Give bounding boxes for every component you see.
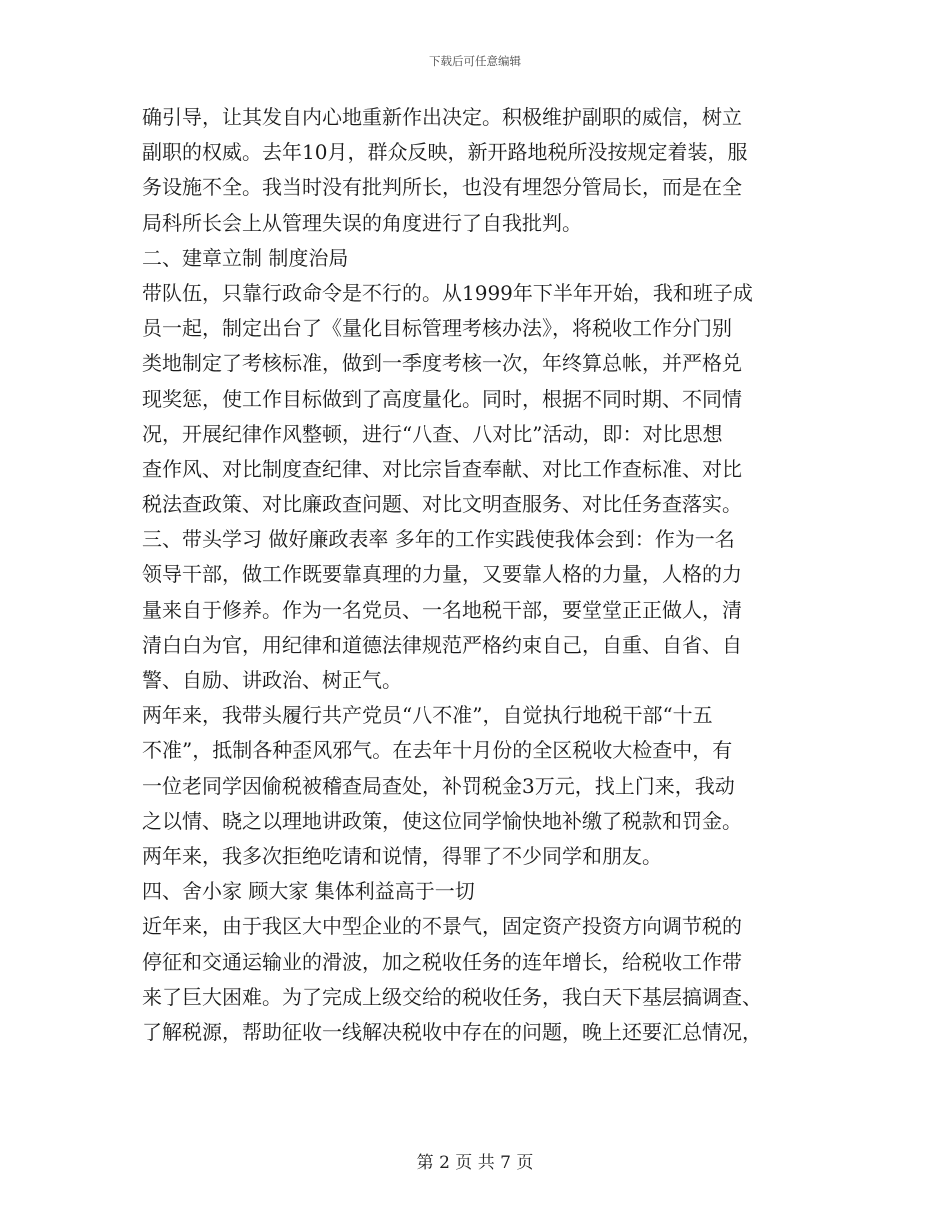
text-line: 查作风、对比制度查纪律、对比宗旨查奉献、对比工作查标准、对比 bbox=[142, 456, 742, 481]
text-line: 局科所长会上从管理失误的角度进行了自我批判。 bbox=[142, 210, 582, 235]
text-line: 领导干部，做工作既要靠真理的力量，又要靠人格的力量，人格的力 bbox=[142, 562, 742, 587]
text-line: 现奖惩，使工作目标做到了高度量化。同时，根据不同时期、不同情 bbox=[142, 386, 742, 411]
text-line: 来了巨大困难。为了完成上级交给的税收任务，我白天下基层搞调查、 bbox=[142, 984, 762, 1009]
text-line: 税法查政策、对比廉政查问题、对比文明查服务、对比任务查落实。 bbox=[142, 492, 742, 517]
text-line: 副职的权威。去年10月，群众反映，新开路地税所没按规定着装，服 bbox=[142, 140, 748, 165]
text-line: 了解税源，帮助征收一线解决税收中存在的问题，晚上还要汇总情况， bbox=[142, 1019, 762, 1044]
text-line: 两年来，我带头履行共产党员“八不准”，自觉执行地税干部“十五 bbox=[142, 703, 713, 728]
text-line: 一位老同学因偷税被稽查局查处，补罚税金3万元，找上门来，我动 bbox=[142, 773, 735, 798]
text-line: 两年来，我多次拒绝吃请和说情，得罪了不少同学和朋友。 bbox=[142, 843, 662, 868]
text-line: 带队伍，只靠行政命令是不行的。从1999年下半年开始，我和班子成 bbox=[142, 280, 753, 305]
text-line: 清白白为官，用纪律和道德法律规范严格约束自己，自重、自省、自 bbox=[142, 632, 742, 657]
section-heading: 二、建章立制 制度治局 bbox=[142, 245, 349, 270]
text-line: 类地制定了考核标准，做到一季度考核一次，年终算总帐，并严格兑 bbox=[142, 351, 742, 376]
page-header: 下载后可任意编辑 bbox=[429, 54, 521, 68]
text-line: 之以情、晓之以理地讲政策，使这位同学愉快地补缴了税款和罚金。 bbox=[142, 808, 742, 833]
document-body bbox=[142, 100, 812, 1050]
text-line: 不准”，抵制各种歪风邪气。在去年十月份的全区税收大检查中，有 bbox=[142, 738, 733, 763]
text-line: 确引导，让其发自内心地重新作出决定。积极维护副职的威信，树立 bbox=[142, 105, 742, 129]
page-footer: 第 2 页 共 7 页 bbox=[416, 1153, 534, 1173]
text-line: 近年来，由于我区大中型企业的不景气，固定资产投资方向调节税的 bbox=[142, 914, 742, 939]
section-heading: 三、带头学习 做好廉政表率 多年的工作实践使我体会到：作为一名 bbox=[142, 527, 735, 552]
text-line: 况，开展纪律作风整顿，进行“八查、八对比”活动，即：对比思想 bbox=[142, 421, 723, 446]
text-line: 停征和交通运输业的滑波，加之税收任务的连年增长，给税收工作带 bbox=[142, 949, 742, 974]
section-heading: 四、舍小家 顾大家 集体利益高于一切 bbox=[142, 879, 475, 904]
text-line: 员一起，制定出台了《量化目标管理考核办法》，将税收工作分门别 bbox=[142, 316, 732, 341]
text-line: 量来自于修养。作为一名党员、一名地税干部，要堂堂正正做人，清 bbox=[142, 597, 742, 622]
text-line: 务设施不全。我当时没有批判所长，也没有埋怨分管局长，而是在全 bbox=[142, 175, 742, 200]
text-line: 警、自励、讲政治、树正气。 bbox=[142, 668, 402, 692]
